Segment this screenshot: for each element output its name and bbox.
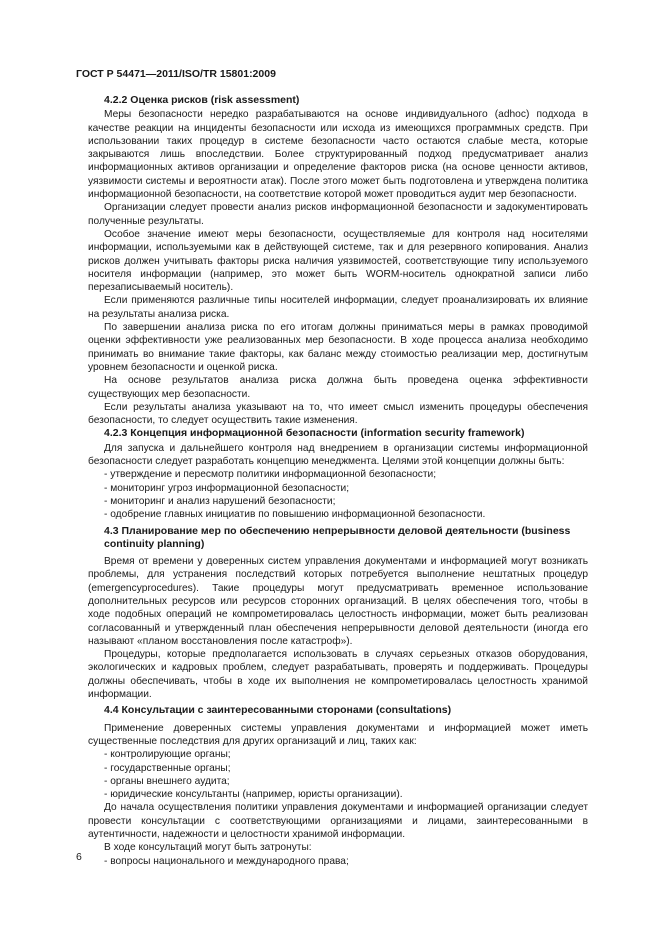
section-heading: 4.3 Планирование мер по обеспечению непрерывности деловой деятельности (business continuity planning)	[104, 524, 571, 550]
paragraph: Процедуры, которые предполагается использовать в случаях серьезных отказов оборудования, экологических и кадровых проблем, следует разрабатывать, проверять и поддерживать. Процедуры должны обеспечивать, чтобы в ходе их выполнения не компрометировалась целостность хранимой информации.	[88, 649, 588, 701]
list-item: - юридические консультанты (например, юристы организации).	[104, 789, 403, 801]
paragraph: Для запуска и дальнейшего контроля над внедрением в организации системы информационной безопасности следует разработать концепцию менеджмента. Целями этой концепции должны быть:	[88, 442, 588, 468]
paragraph: На основе результатов анализа риска должна быть проведена оценка эффективности существующих мер безопасности.	[88, 375, 588, 400]
list-item: - контролирующие органы;	[104, 749, 231, 761]
list-item: - мониторинг и анализ нарушений безопасности;	[104, 495, 336, 507]
section-heading: 4.2.3 Концепция информационной безопасности (information security framework)	[104, 427, 525, 440]
list-item: - органы внешнего аудита;	[104, 775, 230, 787]
document-header: ГОСТ Р 54471—2011/ISO/TR 15801:2009	[76, 68, 276, 80]
paragraph: Если результаты анализа указывают на то, что имеет смысл изменить процедуры обеспечения безопасности, то следует осуществить такие изменения.	[88, 401, 588, 427]
list-item: - государственные органы;	[104, 762, 231, 774]
paragraph: Если применяются различные типы носителей информации, следует проанализировать их влияние на результаты анализа риска.	[88, 295, 588, 320]
section-heading: 4.2.2 Оценка рисков (risk assessment)	[104, 94, 300, 106]
paragraph: Время от времени у доверенных систем управления документами и информацией могут возникать проблемы, для устранения последствий которых потребуется выполнение нештатных процедур (emergencyprocedures). Такие процедуры могут предусматривать временное использование дополнительных ресурсов или ресурсов сторонних организаций. В целях обеспечения того, чтобы в ходе подобных операций не компрометировалась целостность информации, может быть реализован согласованный и утвержденный план обеспечения непрерывности деловой деятельности (иногда его называют «планом восстановления после катастроф»).	[88, 556, 588, 647]
paragraph: Меры безопасности нередко разрабатываются на основе индивидуального (adhoc) подхода в качестве реакции на инциденты безопасности или исхода из имеющихся программных средств. При использовании таких процедур в системе безопасности часто остаются слабые места, которые закрываются лишь впоследствии. Более структурированный подход предусматривает анализ информационных активов организации и определение факторов риска (на основе ценности активов, уязвимости системы и вероятности атак). После этого может быть подготовлена и утверждена политика информационной безопасности, на соответствие которой может проводиться аудит мер безопасности.	[88, 109, 588, 201]
paragraph: По завершении анализа риска по его итогам должны приниматься меры в рамках проводимой оценки эффективности уже реализованных мер безопасности. В ходе процесса анализа необходимо принимать во внимание такие факторы, как баланс между стоимостью реализации мер, достигнутым уровнем безопасности и оценкой риска.	[88, 322, 588, 373]
list-item: - одобрение главных инициатив по повышению информационной безопасности.	[104, 509, 486, 521]
list-item: - вопросы национального и международного права;	[104, 855, 349, 867]
page-number: 6	[76, 851, 82, 863]
paragraph: Особое значение имеют меры безопасности, осуществляемые для контроля над носителями информации, используемыми как в действующей системе, так и для резервного копирования. Анализ рисков должен учитывать факторы риска наличия уязвимостей, соответствующие типу используемого носителя информации (например, это может быть WORM-носитель однократной записи либо перезаписываемый носитель).	[88, 228, 588, 294]
document-body	[88, 94, 588, 868]
paragraph: Организации следует провести анализ рисков информационной безопасности и задокументировать полученные результаты.	[88, 202, 588, 227]
section-heading: 4.4 Консультации с заинтересованными сторонами (consultations)	[104, 704, 452, 717]
list-item: - мониторинг угроз информационной безопасности;	[104, 482, 350, 494]
list-item: - утверждение и пересмотр политики информационной безопасности;	[104, 469, 437, 481]
paragraph: Применение доверенных системы управления документами и информацией может иметь существенные последствия для других организаций и лиц, таких как:	[88, 722, 588, 747]
paragraph: До начала осуществления политики управления документами и информацией организации следует провести консультации с соответствующими организациями и лицами, заинтересованными в аутентичности, надежности и целостности хранимой информации.	[88, 802, 588, 841]
paragraph: В ходе консультаций могут быть затронуты:	[104, 842, 312, 854]
